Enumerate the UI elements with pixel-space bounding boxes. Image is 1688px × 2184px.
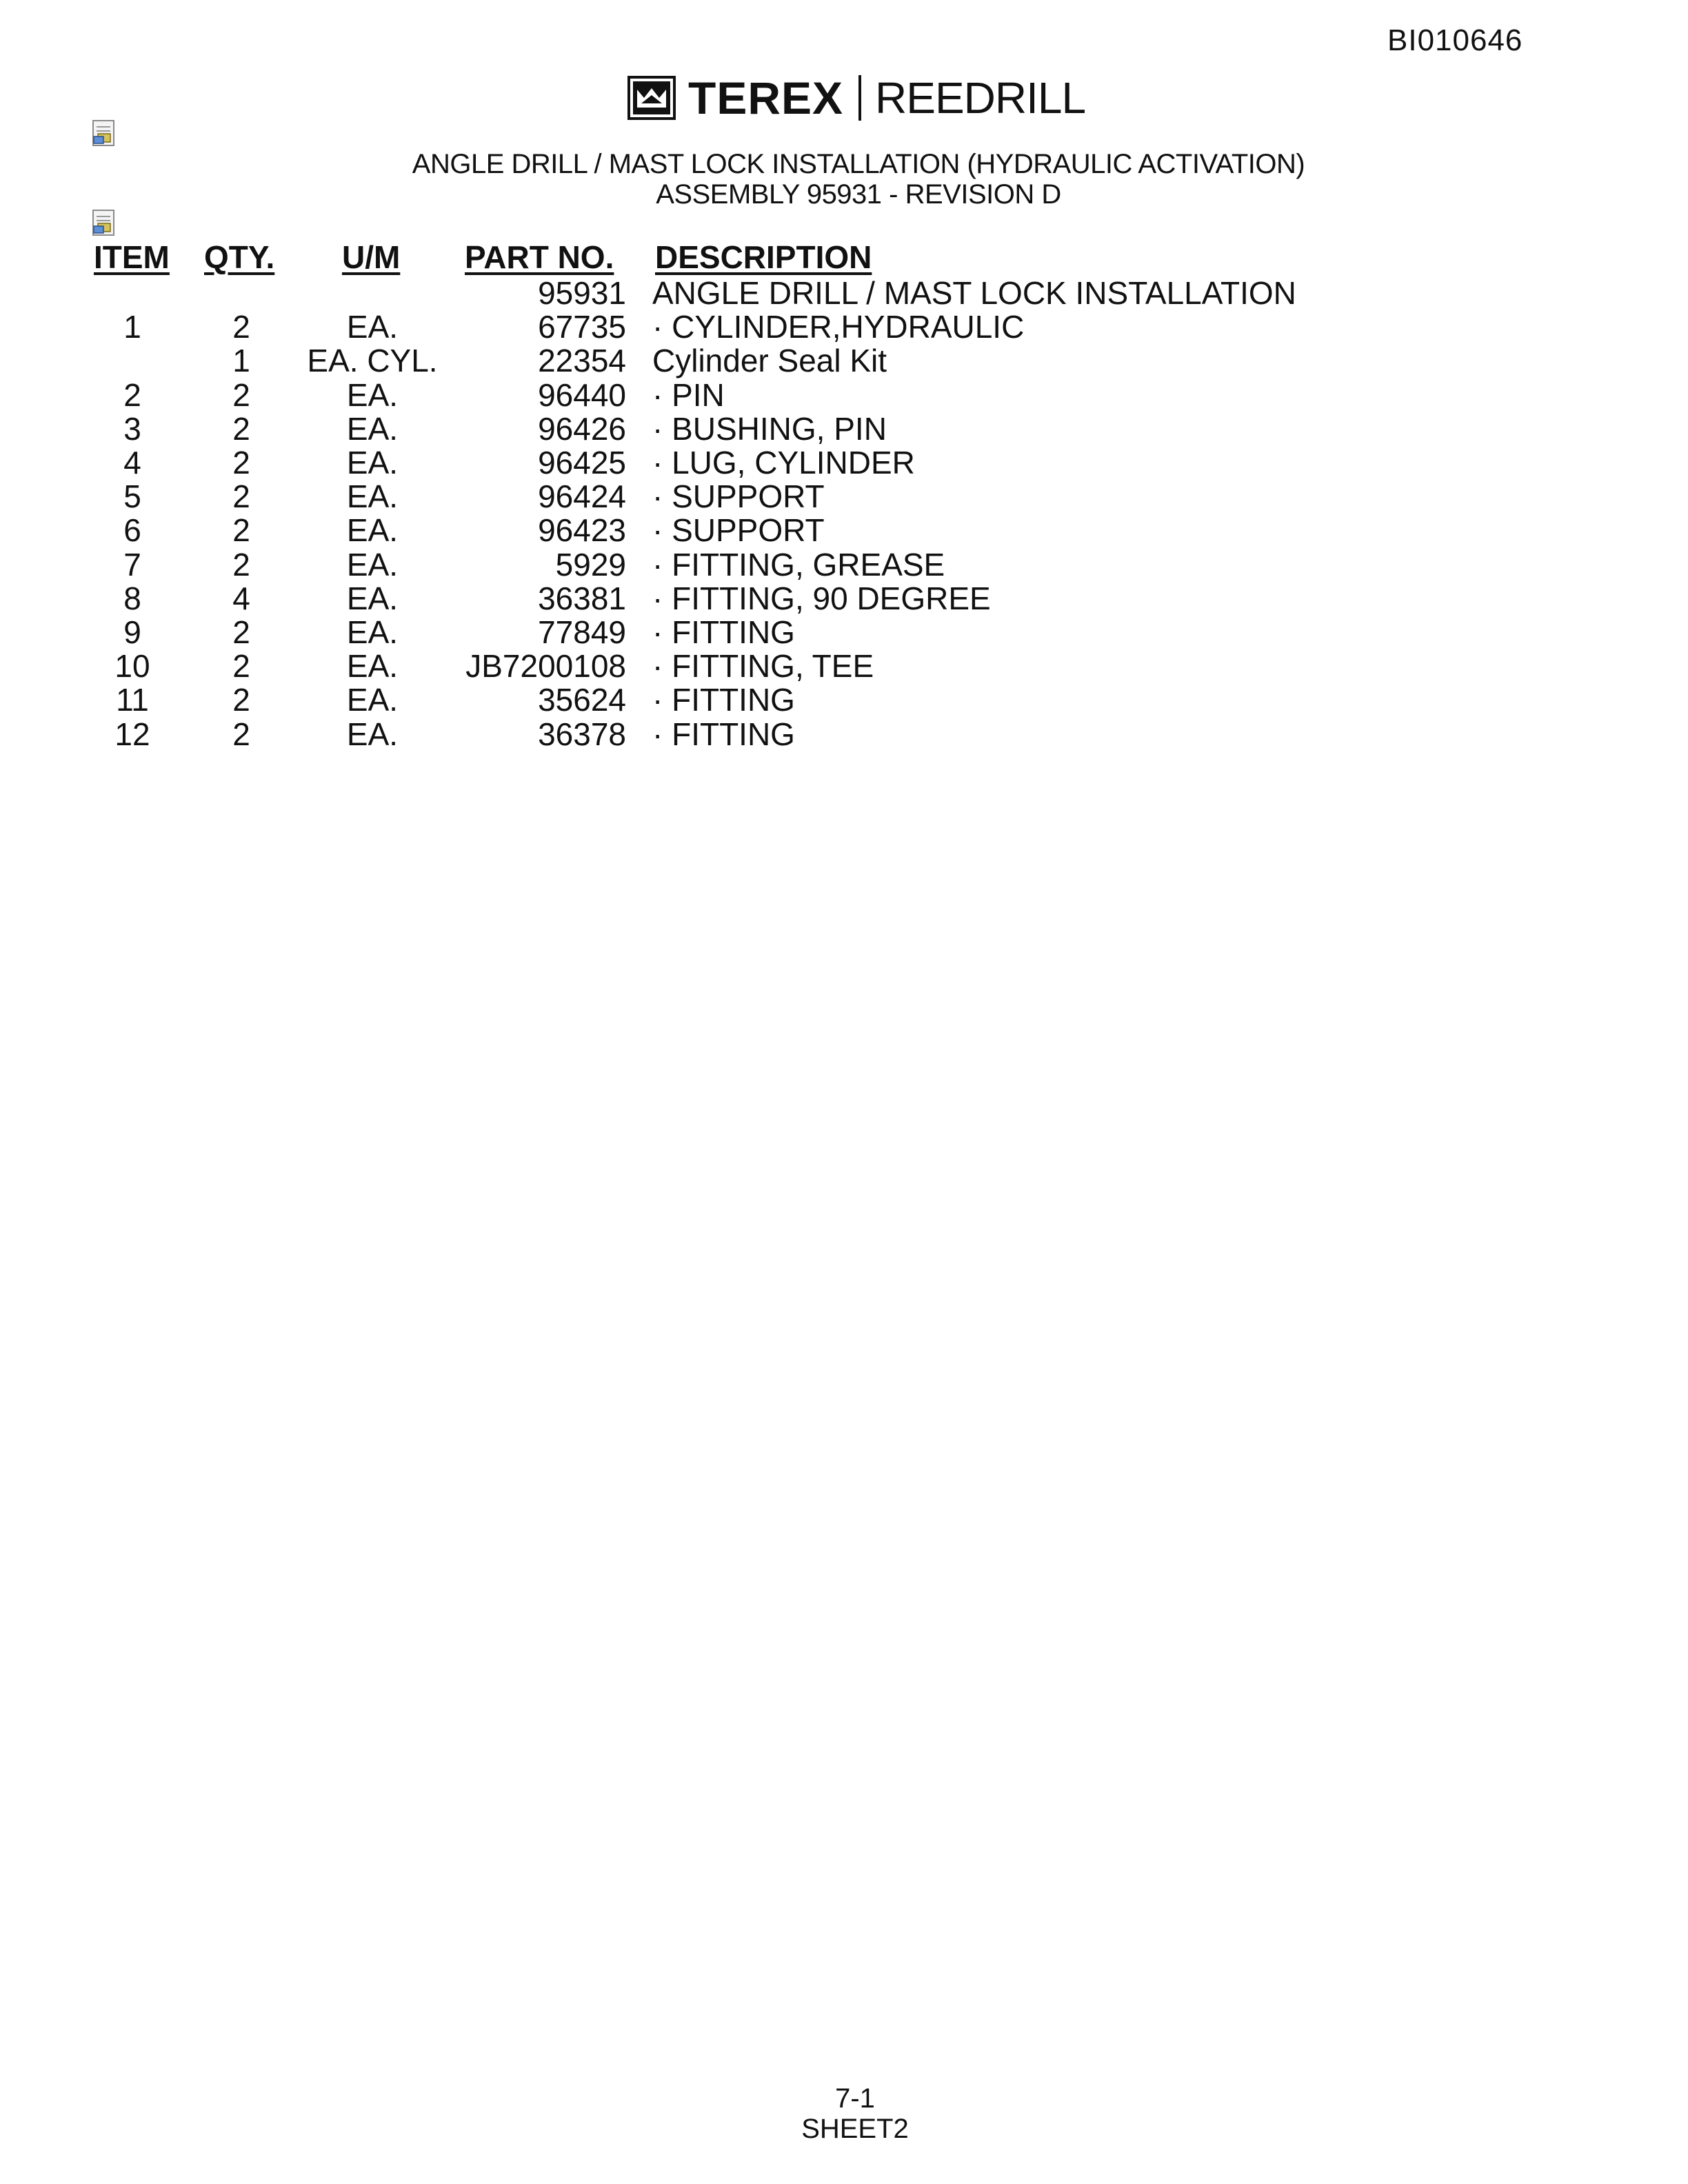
item-cell: 12 (114, 716, 150, 752)
part-number-cell: 77849 (538, 614, 626, 650)
qty-cell: 2 (232, 648, 250, 685)
sheet-label: SHEET2 (801, 2114, 909, 2144)
part-number-cell: 35624 (538, 682, 626, 718)
item-cell: 8 (123, 580, 141, 616)
item-cell: 5 (123, 478, 141, 515)
item-cell: 7 (123, 546, 141, 583)
part-number-cell: 96426 (538, 410, 626, 447)
brand-name: TEREX (688, 72, 844, 123)
um-cell: EA. (346, 716, 399, 752)
qty-cell: 2 (232, 716, 250, 752)
logo-divider (858, 75, 861, 121)
um-cell: EA. (346, 682, 399, 718)
part-number-cell: 22354 (538, 343, 626, 379)
um-cell: EA. (346, 512, 399, 549)
sub-brand-name: REEDRILL (875, 73, 1086, 123)
item-cell: 11 (116, 682, 149, 718)
part-number-cell: 36381 (538, 580, 626, 616)
assembly-title: ANGLE DRILL / MAST LOCK INSTALLATION (HYDRAULIC ACTIVATION) (412, 149, 1305, 179)
um-cell: EA. CYL. (307, 343, 438, 379)
part-number-cell: 96440 (538, 376, 626, 413)
um-cell: EA. (346, 580, 399, 616)
description-cell: · FITTING (652, 614, 795, 650)
item-cell: 10 (114, 648, 150, 685)
qty-cell: 2 (232, 410, 250, 447)
description-cell: · PIN (652, 376, 725, 413)
description-cell: · BUSHING, PIN (652, 410, 887, 447)
description-cell: · FITTING, GREASE (652, 546, 945, 583)
qty-cell: 2 (232, 682, 250, 718)
description-cell: · LUG, CYLINDER (652, 445, 915, 481)
embedded-document-icon[interactable] (91, 119, 119, 149)
qty-cell: 2 (232, 614, 250, 650)
item-cell: 6 (123, 512, 141, 549)
brand-logo (627, 73, 1085, 123)
description-cell: · FITTING (652, 716, 795, 752)
um-cell: EA. (346, 410, 399, 447)
part-number-cell: 96424 (538, 478, 626, 515)
item-cell: 1 (123, 309, 141, 345)
document-id: BI010646 (1387, 23, 1523, 57)
header-qty: QTY. (204, 239, 275, 275)
part-number-cell: 96425 (538, 445, 626, 481)
um-cell: EA. (346, 309, 399, 345)
assembly-subtitle: ASSEMBLY 95931 - REVISION D (656, 179, 1061, 210)
qty-cell: 1 (232, 343, 250, 379)
description-cell: · CYLINDER,HYDRAULIC (652, 309, 1025, 345)
description-cell: · FITTING (652, 682, 795, 718)
qty-cell: 2 (232, 376, 250, 413)
part-number-cell: JB7200108 (465, 648, 626, 685)
part-number-cell: 67735 (538, 309, 626, 345)
um-cell: EA. (346, 376, 399, 413)
embedded-document-icon[interactable] (91, 208, 119, 239)
header-item: ITEM (94, 239, 170, 275)
description-cell: ANGLE DRILL / MAST LOCK INSTALLATION (652, 275, 1296, 311)
um-cell: EA. (346, 614, 399, 650)
qty-cell: 2 (232, 445, 250, 481)
part-number-cell: 96423 (538, 512, 626, 549)
item-cell: 9 (123, 614, 141, 650)
page-number: 7-1 (835, 2083, 875, 2114)
header-um: U/M (342, 239, 401, 275)
part-number-cell: 5929 (555, 546, 626, 583)
description-cell: · FITTING, 90 DEGREE (652, 580, 991, 616)
description-cell: · SUPPORT (652, 512, 825, 549)
header-part-no: PART NO. (465, 239, 614, 275)
item-cell: 2 (123, 376, 141, 413)
qty-cell: 2 (232, 309, 250, 345)
item-cell: 3 (123, 410, 141, 447)
item-cell: 4 (123, 445, 141, 481)
um-cell: EA. (346, 445, 399, 481)
description-cell: Cylinder Seal Kit (652, 343, 887, 379)
part-number-cell: 95931 (538, 275, 626, 311)
description-cell: · FITTING, TEE (652, 648, 874, 685)
part-number-cell: 36378 (538, 716, 626, 752)
description-cell: · SUPPORT (652, 478, 825, 515)
terex-crown-logo-icon (627, 76, 676, 120)
qty-cell: 2 (232, 478, 250, 515)
qty-cell: 4 (232, 580, 250, 616)
header-description: DESCRIPTION (655, 239, 872, 275)
um-cell: EA. (346, 648, 399, 685)
um-cell: EA. (346, 478, 399, 515)
um-cell: EA. (346, 546, 399, 583)
qty-cell: 2 (232, 512, 250, 549)
qty-cell: 2 (232, 546, 250, 583)
